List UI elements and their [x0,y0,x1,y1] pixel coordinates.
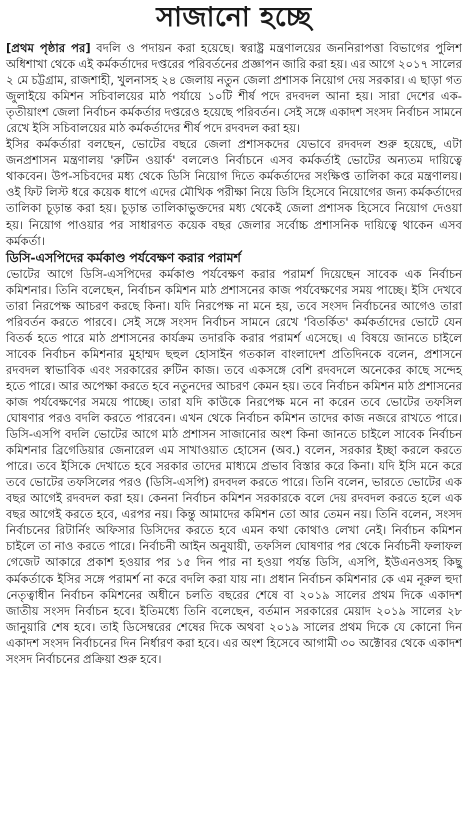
article-body [6,40,462,667]
article-paragraph-1 [6,40,462,136]
headline: সাজানো হচ্ছে [156,2,312,33]
article-paragraph-2: ইসির কর্মকর্তারা বলছেন, ভোটের বছরে জেলা প্রশাসকদের যেভাবে রদবদল শুরু হয়েছে, এটা জনপ্রশাসন মন্ত্রণালয় 'রুটিন ওয়ার্ক' বললেও নির্বাচনে এসব কর্মকর্তাই ভোটের অন্যতম দায়িত্বে থাকবেন। উপ-সচিবদের মধ্য থেকে ডিসি নিয়োগ দিতে কর্মকর্তাদের সংক্ষিপ্ত তালিকা করে মন্ত্রণালয়। ওই ফিট লিস্ট ধরে কয়েক ধাপে এদের মৌখিক পরীক্ষা নিয়ে ডিসি হিসেবে নিয়োগের জন্য কর্মকর্তাদের তালিকা চূড়ান্ত করা হয়। চূড়ান্ত তালিকাভুক্তদের মধ্য থেকেই জেলা প্রশাসক হিসেবে নিয়োগ দেওয়া হয়। নিয়োগ পাওয়ার পর সাধারণত কয়েক বছর জেলার সর্বোচ্চ প্রশাসনিক দায়িত্বে থাকেন এসব কর্মকর্তা। [6,137,462,248]
article-paragraph-3: ভোটের আগে ডিসি-এসপিদের কর্মকাণ্ড পর্যবেক্ষণ করার পরামর্শ দিয়েছেন সাবেক এক নির্বাচন কমিশনার। তিনি বলেছেন, নির্বাচন কমিশন মাঠ প্রশাসনের কাজ পর্যবেক্ষণের সময় পাচ্ছে। ইসি দেখবে তারা নিরপেক্ষ আচরণ করছে কিনা। যদি নিরপেক্ষ না মনে হয়, তবে সংসদ নির্বাচনের আগেও তারা পরিবর্তন করতে পারবে। সেই সঙ্গে সংসদ নির্বাচন সামনে রেখে 'বিতর্কিত' কর্মকর্তাদের ভোটে যেন বিতর্ক হতে পারে মাঠ প্রশাসনের কার্যক্রম তদারকি করার পরামর্শ এসেছে। এ বিষয়ে জানতে চাইলে সাবেক নির্বাচন কমিশনার মুহাম্মদ ছহুল হোসাইন গতকাল বাংলাদেশ প্রতিদিনকে বলেন, প্রশাসনে রদবদল স্বাভাবিক এবং সরকারের রুটিন কাজ। তবে একসঙ্গে বেশি রদবদলে অনেকের কাছে সন্দেহ হতে পারে। আর অপেক্ষা করতে হবে নতুনদের আচরণ কেমন হয়। তবে নির্বাচন কমিশন মাঠ প্রশাসনের কাজ পর্যবেক্ষণের সময়ে পাচ্ছে। তারা যদি কাউকে নিরপেক্ষ মনে না করেন তবে ভোটের তফসিল ঘোষণার পরও বদলি করতে পারবেন। এখন থেকে নির্বাচন কমিশন তাদের কাজ নজরে রাখতে পারে। ডিসি-এসপি বদলি ভোটের আগে মাঠ প্রশাসন সাজানোর অংশ কিনা জানতে চাইলে সাবেক নির্বাচন কমিশনার ব্রিগেডিয়ার জেনারেল এম সাখাওয়াত হোসেন (অব.) বলেন, সরকার ইচ্ছা করলে করতে পারে। তবে ইসিকে দেখাতে হবে সরকার তাদের মাধ্যমে প্রভাব বিস্তার করে কিনা। যদি ইসি মনে করে তবে ভোটের তফসিলের পরও (ডিসি-এসপি) রদবদল করতে পারে। তিনি বলেন, ভারতে ভোটের এক বছর আগেই রদবদল করা হয়। কেননা নির্বাচন কমিশন সরকারকে বলে দেয় রদবদল করতে হলে এক বছর আগেই করতে হবে, এরপর নয়। কিন্তু আমাদের কমিশন তো আর তেমন নয়। তিনি বলেন, সংসদ নির্বাচনের রিটার্নিং অফিসার ডিসিদের করতে হবে এমন কথা কোথাও লেখা নেই। নির্বাচন কমিশন চাইলে তা নাও করতে পারে। নির্বাচনী আইন অনুযায়ী, তফসিল ঘোষণার পর থেকে নির্বাচনী ফলাফল গেজেট আকারে প্রকাশ হওয়ার পর ১৫ দিন পার না হওয়া পর্যন্ত ডিসি, এসপি, ইউএনওসহ কিছু কর্মকর্তাকে ইসির সঙ্গে পরামর্শ না করে বদলি করা যায় না। প্রধান নির্বাচন কমিশনার কে এম নূরুল হুদা নেতৃত্বাধীন নির্বাচন কমিশনের অধীনে চলতি বছরের শেষে বা ২০১৯ সালের প্রথম দিকে একাদশ জাতীয় সংসদ নির্বাচন হবে। ইতিমধ্যে তিনি বলেছেন, বর্তমান সরকারের মেয়াদ ২০১৯ সালের ২৮ জানুয়ারি শেষ হবে। তাই ডিসেম্বরের শেষের দিকে অথবা ২০১৯ সালের প্রথম দিকে যে কোনো দিন একাদশ সংসদ নির্বাচনের দিন নির্ধারণ করা হবে। এর অংশ হিসেবে আগামী ৩০ অক্টোবর থেকে একাদশ সংসদ নির্বাচনের প্রক্রিয়া শুরু হবে। [6,266,462,666]
paragraph-text: বদলি ও পদায়ন করা হয়েছে। স্বরাষ্ট্র মন্ত্রণালয়ের জননিরাপত্তা বিভাগের পুলিশ অধিশাখা থেকে এই কর্মকর্তাদের দপ্তরের পরিবর্তনের প্রজ্ঞাপন জারি করা হয়। এর আগে ২০১৭ সালের ২ মে চট্টগ্রাম, রাজশাহী, খুলনাসহ ২৪ জেলায় নতুন জেলা প্রশাসক নিয়োগ দেয় সরকার। এ ছাড়া গত জুলাইয়ে কমিশন সচিবালয়ের মাঠ পর্যায়ে ১০টি শীর্ষ পদে রদবদল আনা হয়। সারা দেশের এক-তৃতীয়াংশ জেলা নির্বাচন কর্মকর্তার দপ্তরেও হয়েছে পরিবর্তন। সেই সঙ্গে একাদশ সংসদ নির্বাচন সামনে রেখে ইসি সচিবালয়ের মাঠ কর্মকর্তাদের শীর্ষ পদে রদবদল করা হয়। [6,41,463,136]
subheading: ডিসি-এসপিদের কর্মকাণ্ড পর্যবেক্ষণ করার পরামর্শ [6,249,241,265]
continuation-tag: [প্রথম পৃষ্ঠার পর] [6,41,91,55]
